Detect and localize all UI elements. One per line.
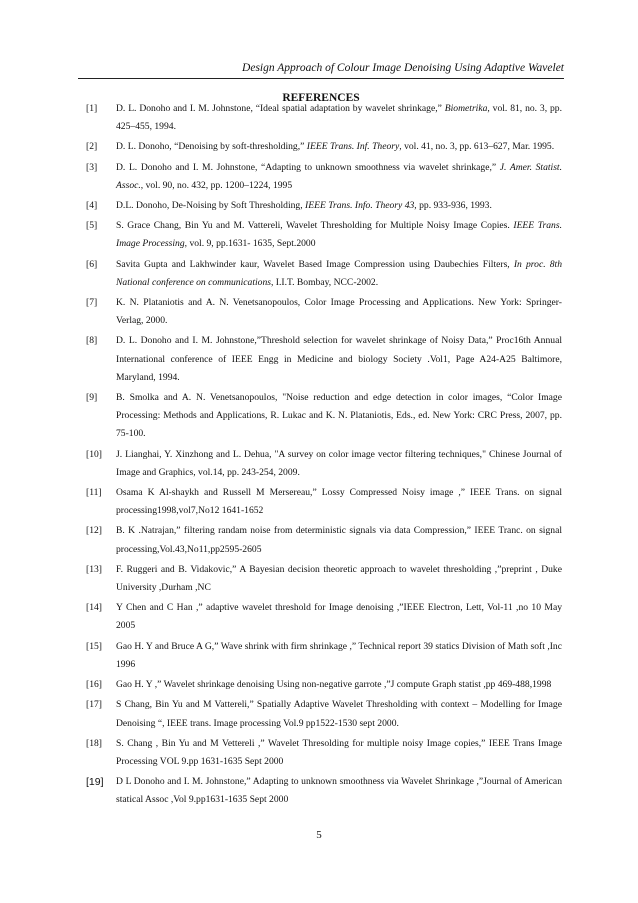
reference-segment: Gao H. Y ,” Wavelet shrinkage denoising Using non-negative garrote ,”J compute Graph statist ,pp 469-488,1998 — [116, 679, 552, 691]
page-number: 5 — [316, 829, 322, 841]
reference-segment: , vol. 90, no. 432, pp. 1200–1224, 1995 — [140, 179, 293, 191]
reference-number: [18] — [86, 737, 102, 749]
reference-item — [86, 446, 562, 482]
reference-item — [86, 217, 562, 253]
reference-item — [86, 294, 562, 330]
reference-item — [86, 735, 562, 771]
reference-text — [116, 335, 562, 382]
reference-number: [14] — [86, 602, 102, 614]
reference-item — [86, 197, 562, 215]
reference-segment: D. L. Donoho and I. M. Johnstone,”Threshold selection for wavelet shrinkage of Noisy Data,” Proc16th Annual International conference of IEEE Engg in Medicine and biology Society .Vol1, Page A24-A25 Baltimore, Maryland, 1994. — [116, 335, 562, 383]
reference-item — [86, 159, 562, 195]
reference-item — [86, 773, 562, 809]
reference-segment: S. Grace Chang, Bin Yu and M. Vattereli, Wavelet Thresholding for Multiple Noisy Image Copies. — [116, 220, 514, 232]
reference-segment: , vol. 81, no. 3, pp. 425–455, 1994. — [116, 103, 562, 133]
reference-segment: S Chang, Bin Yu and M Vattereli,” Spatially Adaptive Wavelet Thresholding with context – Modelling for Image Denoising “, IEEE trans. Image processing Vol.9 pp1522-1530 sept 2000. — [116, 699, 562, 729]
reference-segment: , vol. 9, pp.1631- 1635, Sept.2000 — [184, 238, 316, 250]
reference-number: [16] — [86, 679, 102, 691]
reference-text — [116, 602, 562, 631]
reference-number: [9] — [86, 392, 98, 404]
reference-item — [86, 599, 562, 635]
reference-number: [13] — [86, 563, 102, 575]
reference-segment: Savita Gupta and Lakhwinder kaur, Wavelet Based Image Compression using Daubechies Filters, — [116, 258, 514, 270]
header-rule — [78, 78, 564, 79]
reference-list — [86, 100, 562, 812]
reference-segment: B. K .Natrajan,” filtering randam noise from deterministic signals via data Compression,” IEEE Tranc. on signal processing,Vol.43,No11,pp2595-2605 — [116, 525, 562, 555]
reference-italic-segment: J. Amer. Statist. Assoc. — [116, 161, 562, 191]
reference-text — [116, 220, 562, 249]
reference-number: [2] — [86, 141, 98, 153]
reference-item — [86, 696, 562, 732]
reference-number: [19] — [86, 776, 104, 789]
reference-segment: D L Donoho and I. M. Johnstone,” Adapting to unknown smoothness via Wavelet Shrinkage ,”Journal of American statical Assoc ,Vol 9.pp1631-1635 Sept 2000 — [116, 776, 562, 806]
reference-segment: , I.I.T. Bombay, NCC-2002. — [270, 276, 379, 288]
reference-italic-segment: Biometrika — [444, 103, 488, 114]
reference-item — [86, 676, 562, 694]
reference-segment: , pp. 933-936, 1993. — [414, 200, 492, 212]
reference-segment: S. Chang , Bin Yu and M Vettereli ,” Wavelet Thresolding for multiple noisy Image copies,” IEEE Trans Image Processing VOL 9.pp 1631-1635 Sept 2000 — [116, 737, 562, 767]
reference-number: [12] — [86, 525, 102, 537]
reference-text — [116, 259, 562, 288]
reference-number: [17] — [86, 699, 102, 711]
reference-number: [5] — [86, 220, 98, 232]
reference-text — [116, 679, 551, 690]
reference-text — [116, 392, 562, 439]
reference-text — [116, 776, 562, 805]
reference-item — [86, 561, 562, 597]
reference-number: [1] — [86, 103, 98, 114]
references-heading: REFERENCES — [282, 92, 360, 104]
reference-italic-segment: IEEE Trans. Inf. Theory — [306, 141, 400, 153]
reference-number: [11] — [86, 487, 102, 499]
reference-segment: Y Chen and C Han ,” adaptive wavelet threshold for Image denoising ,”IEEE Electron, Lett, Vol-11 ,no 10 May 2005 — [116, 602, 562, 632]
reference-segment: D. L. Donoho and I. M. Johnstone, “Ideal spatial adaptation by wavelet shrinkage,” — [116, 103, 445, 114]
reference-item — [86, 100, 562, 136]
reference-italic-segment: In proc. 8th National conference on communications — [116, 258, 562, 288]
reference-number: [3] — [86, 161, 98, 173]
reference-segment: D. L. Donoho, “Denoising by soft-thresholding,” — [116, 141, 307, 153]
running-header-title: Design Approach of Colour Image Denoising Using Adaptive Wavelet — [242, 62, 564, 74]
reference-italic-segment: IEEE Trans. Info. Theory 43 — [305, 200, 415, 212]
reference-text — [116, 141, 554, 152]
reference-text — [116, 641, 562, 670]
reference-text — [116, 564, 562, 593]
reference-segment: D.L. Donoho, De-Noising by Soft Thresholding, — [116, 200, 306, 212]
reference-number: [10] — [86, 448, 102, 460]
reference-number: [4] — [86, 200, 98, 212]
reference-item — [86, 484, 562, 520]
reference-number: [7] — [86, 297, 98, 309]
reference-item — [86, 389, 562, 444]
reference-text — [116, 297, 562, 326]
reference-segment: F. Ruggeri and B. Vidakovic,” A Bayesian decision theoretic approach to wavelet thresholding ,”preprint , Duke University ,Durham ,NC — [116, 563, 562, 594]
reference-text — [116, 449, 562, 478]
reference-segment: B. Smolka and A. N. Venetsanopoulos, "Noise reduction and edge detection in color images, “Color Image Processing: Methods and Applications, R. Lukac and K. N. Plataniotis, Eds., ed. New York: CRC Press, 2007, pp. 75-100. — [116, 392, 562, 440]
reference-text — [116, 525, 562, 554]
reference-italic-segment: IEEE Trans. Image Processing — [116, 220, 562, 250]
reference-number: [6] — [86, 258, 98, 270]
reference-segment: K. N. Plataniotis and A. N. Venetsanopoulos, Color Image Processing and Applications. New York: Springer-Verlag, 2000. — [116, 297, 562, 327]
reference-text — [116, 738, 562, 767]
reference-item — [86, 638, 562, 674]
reference-segment: Gao H. Y and Bruce A G,” Wave shrink with firm shrinkage ,” Technical report 39 statics Division of Math soft ,Inc 1996 — [116, 640, 562, 670]
reference-number: [8] — [86, 335, 98, 347]
reference-number: [15] — [86, 640, 102, 652]
reference-segment: J. Lianghai, Y. Xinzhong and L. Dehua, "A survey on color image vector filtering techniques," Chinese Journal of Image and Graphics, vol.14, pp. 243-254, 2009. — [116, 448, 562, 478]
reference-text — [116, 487, 562, 516]
reference-text — [116, 699, 562, 728]
reference-item — [86, 256, 562, 292]
reference-text — [116, 162, 562, 191]
reference-item — [86, 332, 562, 387]
reference-item — [86, 522, 562, 558]
reference-item — [86, 138, 562, 156]
reference-text — [116, 103, 562, 132]
reference-segment: D. L. Donoho and I. M. Johnstone, “Adapting to unknown smoothness via wavelet shrinkage,” — [116, 161, 500, 173]
reference-text — [116, 200, 492, 211]
reference-segment: , vol. 41, no. 3, pp. 613–627, Mar. 1995. — [399, 141, 555, 153]
reference-segment: Osama K Al-shaykh and Russell M Mersereau,” Lossy Compressed Noisy image ,” IEEE Trans. on signal processing1998,vol7,No12 1641-1652 — [116, 487, 562, 517]
